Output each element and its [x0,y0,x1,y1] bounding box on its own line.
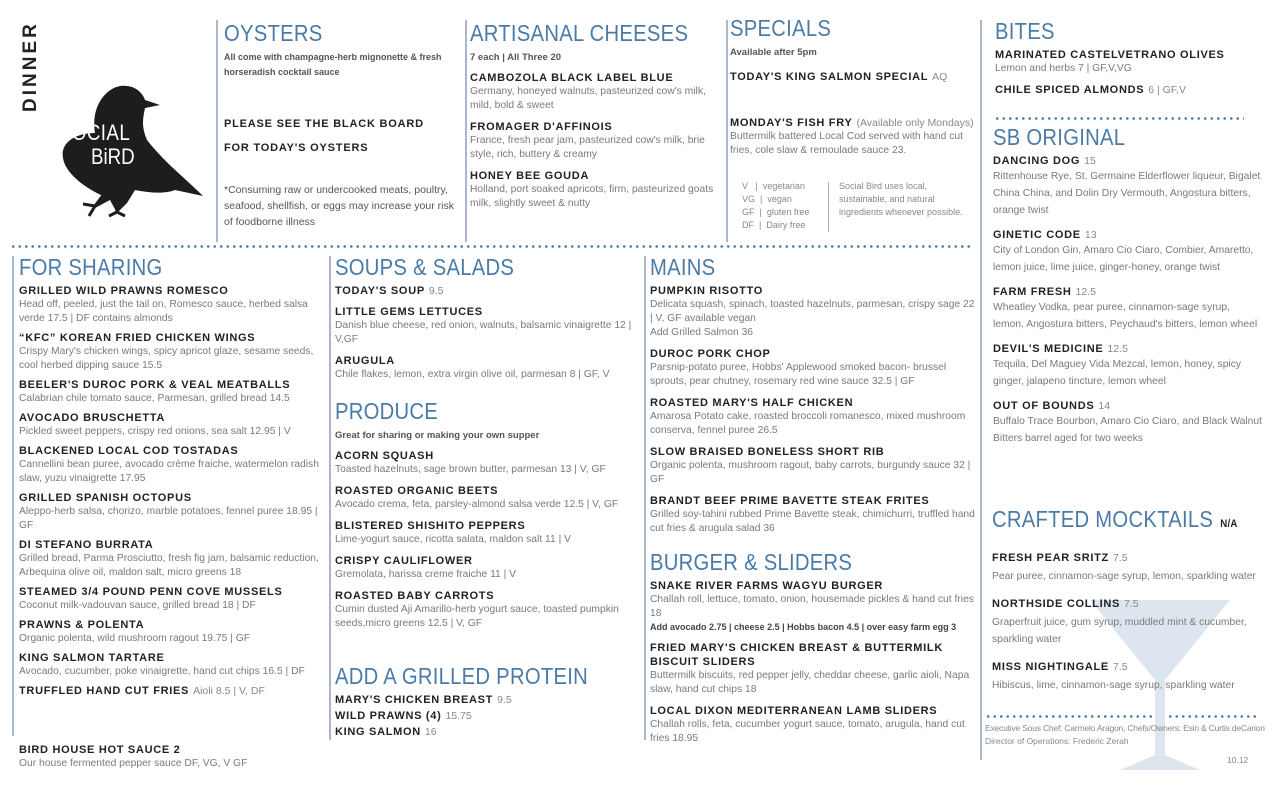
divider [644,256,646,740]
menu-item [335,589,640,631]
item-name-text: MISS NIGHTINGALE [992,661,1109,673]
item-description: Lemon and herbs 7 | GF,V,VG [995,63,1132,74]
item-description: Grilled soy-tahini rubbed Prime Bavette steak, chimichurri, truffled hand cut fries & arugula salad 36 [650,509,975,534]
sourcing-note: Social Bird uses local, sustainable, and natural ingredients whenever possible. [839,181,963,217]
menu-item [19,538,329,580]
dotted-separator [10,245,972,248]
item-name [995,83,1270,97]
specials-section [730,15,975,165]
item-name-text: SNAKE RIVER FARMS WAGYU BURGER [650,580,884,592]
menu-item [650,445,975,487]
item-price: 13 [1084,229,1097,241]
section-title: BITES [995,18,1055,44]
item-name-text: PUMPKIN RISOTTO [650,285,763,297]
section-title: MAINS [650,254,716,280]
menu-item [19,411,329,439]
item-name-text: MONDAY'S FISH FRY [730,117,853,129]
section-title: SPECIALS [730,15,832,41]
menu-item [335,519,640,547]
menu-item [19,651,329,679]
item-description: Challah rolls, feta, cucumber yogurt sauce, tomato, arugula, hand cut fries 18.95 [650,719,965,744]
item-name [19,411,329,425]
item-description: Cannellini bean puree, avocado crème fraiche, watermelon radish slaw, yuzu vinaigrette 17.95 [19,459,319,484]
section-title: SOUPS & SALADS [335,254,515,280]
item-name [19,491,329,505]
mocktails-section [992,506,1262,706]
item-name [470,71,718,85]
item-description: City of London Gin, Amaro Cio Ciaro, Combier, Amaretto, lemon juice, lime juice, ginger-honey, orange twist [993,245,1254,273]
item-name [335,449,640,463]
item-addons: Add avocado 2.75 | cheese 2.5 | Hobbs bacon 4.5 | over easy farm egg 3 [650,622,957,632]
item-name [19,284,329,298]
menu-item [335,725,640,739]
item-name [993,399,1263,413]
item-description: Our house fermented pepper sauce DF, VG, V GF [19,758,248,769]
item-name-text: ARUGULA [335,355,395,367]
item-name [19,331,329,345]
item-name [650,347,975,361]
item-name [470,120,718,134]
item-price: 7.5 [1124,598,1139,610]
item-name [19,651,329,665]
credits-chefs: Executive Sous Chef: Carmelo Aragon, Chefs/Owners: Esin & Curtis deCarion [985,723,1265,733]
divider [329,256,331,740]
item-description: Parsnip-potato puree, Hobbs' Applewood smoked bacon- brussel sprouts, pear chutney, rosemary red wine sauce 32.5 | GF [650,362,947,387]
menu-item [470,120,718,162]
item-description: Grilled bread, Parma Prosciutto, fresh fig jam, balsamic reduction, Arbequina olive oil, maldon salt, micro greens 18 [19,553,319,578]
produce-section [335,398,640,638]
menu-version: 10.12 [1227,755,1249,765]
item-name-text: LOCAL DIXON MEDITERRANEAN LAMB SLIDERS [650,705,938,717]
section-title: ADD A GRILLED PROTEIN [335,663,588,689]
bites-section [995,18,1270,104]
item-name [993,285,1263,299]
item-name [993,342,1263,356]
section-title: FOR SHARING [19,254,163,280]
item-description: Aleppo-herb salsa, chorizo, marble potatoes, fennel puree 18.95 | GF [19,506,318,531]
section-title: OYSTERS [224,20,323,46]
item-name: BIRD HOUSE HOT SAUCE 2 [19,744,181,756]
credits [985,722,1275,765]
item-name-text: TODAY'S KING SALMON SPECIAL [730,71,929,83]
item-description: Calabrian chile tomato sauce, Parmesan, grilled bread 14.5 [19,393,290,404]
item-name-text: DANCING DOG [993,155,1081,167]
item-price: 12.5 [1075,286,1096,298]
item-name [650,445,975,459]
item-description: Organic polenta, mushroom ragout, baby carrots, burgundy sauce 32 | GF [650,460,971,485]
item-addon: Add Grilled Salmon 36 [650,327,754,338]
item-name [335,554,640,568]
item-description: Pear puree, cinnamon-sage syrup, lemon, sparkling water [992,571,1256,582]
item-name [19,444,329,458]
item-description: Hibiscus, lime, cinnamon-sage syrup, sparkling water [992,680,1235,691]
item-name-text: HONEY BEE GOUDA [470,170,590,182]
protein-section [335,663,640,741]
menu-item [995,48,1270,76]
logo-text-bird: BiRD [91,144,135,169]
item-name [335,484,640,498]
item-name [335,284,640,298]
item-name [730,116,975,130]
menu-item [19,284,329,326]
item-name [993,154,1263,168]
item-name-text: TRUFFLED HAND CUT FRIES [19,685,190,697]
menu-item [992,660,1262,694]
item-name-text: “KFC” KOREAN FRIED CHICKEN WINGS [19,332,256,344]
menu-item [19,684,329,698]
divider [12,256,14,736]
item-name-text: DI STEFANO BURRATA [19,539,154,551]
item-description: Chile flakes, lemon, extra virgin olive oil, parmesan 8 | GF, V [335,369,610,380]
item-name [650,641,975,669]
item-price: 15 [1084,155,1096,167]
item-description: Germany, honeyed walnuts, pasteurized cow's milk, mild, bold & sweet [470,86,706,111]
item-name-text: CHILE SPICED ALMONDS [995,84,1145,96]
logo-text-social: SOCIAL [59,120,131,145]
menu-item [470,71,718,113]
item-name [19,684,329,698]
section-title-text: CRAFTED MOCKTAILS [992,506,1214,532]
item-price: 9.5 [497,694,512,706]
menu-item [992,597,1262,648]
menu-item [19,491,329,533]
item-name-text: GINETIC CODE [993,229,1081,241]
item-name [992,660,1262,674]
item-name-text: ROASTED BABY CARROTS [335,590,495,602]
item-name [992,597,1262,611]
section-subtitle: 7 each | All Three 20 [470,52,562,63]
legend-entry: GF | gluten free [742,207,810,217]
item-name [19,618,329,632]
item-name-text: BLACKENED LOCAL COD TOSTADAS [19,445,239,457]
menu-item [470,169,718,211]
item-name-text: KING SALMON TARTARE [19,652,165,664]
legend-entry: V | vegetarian [742,181,805,191]
item-name [335,589,640,603]
item-price: 7.5 [1112,552,1128,564]
item-description: Graperfruit juice, gum syrup, muddled mint & cucumber, sparkling water [992,617,1247,645]
diet-legend [742,180,972,232]
item-description: Pickled sweet peppers, crispy red onions, sea salt 12.95 | V [19,426,291,437]
item-description: Wheatley Vodka, pear puree, cinnamon-sage syrup, lemon, Angostura bitters, Peychaud's bitters, lemon wheel [993,302,1258,330]
item-name-text: MARY'S CHICKEN BREAST [335,694,494,706]
item-description: Buffalo Trace Bourbon, Amaro Cio Ciaro, and Black Walnut Bitters barrel aged for two weeks [993,416,1263,444]
item-description: Holland, port soaked apricots, firm, pasteurized goats milk, slightly sweet & nutty [470,184,714,209]
item-description: Challah roll, lettuce, tomato, onion, housemade pickles & hand cut fries 18 [650,594,974,619]
menu-item [730,70,975,84]
item-description: Tequila, Del Maguey Vida Mezcal, lemon, honey, spicy ginger, jalapeno tincture, lemon wheel [993,359,1242,387]
item-name [19,585,329,599]
item-name [993,228,1263,242]
menu-item [335,354,640,382]
item-name [730,70,975,84]
item-price: 9.5 [428,285,444,297]
item-description: Head off, peeled, just the tail on, Romesco sauce, herbed salsa verde 17.5 | DF contains almonds [19,299,308,324]
divider [216,20,218,242]
item-name-text: FARM FRESH [993,286,1072,298]
item-name [650,704,975,718]
item-description: Coconut milk-vadouvan sauce, grilled bread 18 | DF [19,600,256,611]
item-name-text: KING SALMON [335,726,421,738]
menu-item [19,444,329,486]
item-description: Avocado crema, feta, parsley-almond salsa verde 12.5 | V, GF [335,499,619,510]
menu-item [335,449,640,477]
item-name [650,284,975,298]
item-name-text: GRILLED WILD PRAWNS ROMESCO [19,285,229,297]
item-name-text: TODAY'S SOUP [335,285,425,297]
item-name-text: BRANDT BEEF PRIME BAVETTE STEAK FRITES [650,495,930,507]
item-name [470,169,718,183]
item-name [335,709,640,723]
item-description: Cumin dusted Aji Amarillo-herb yogurt sauce, toasted pumpkin seeds,micro greens 12.5 | V, GF [335,604,619,629]
item-name-text: OUT OF BOUNDS [993,400,1095,412]
item-name-text: ROASTED MARY'S HALF CHICKEN [650,397,854,409]
item-description: France, fresh pear jam, pasteurized cow's milk, brie style, rich, buttery & creamy [470,135,705,160]
menu-title: DINNER [20,21,41,112]
item-description: Buttermilk battered Local Cod served with hand cut fries, cole slaw & remoulade sauce 23. [730,131,963,156]
item-name [335,693,640,707]
item-name-text: FROMAGER D'AFFINOIS [470,121,613,133]
item-name [650,494,975,508]
item-price: 15.75 [445,710,472,722]
menu-item [19,331,329,373]
item-name-text: LITTLE GEMS LETTUCES [335,306,483,318]
menu-item [335,305,640,347]
health-warning: *Consuming raw or undercooked meats, poultry, seafood, shellfish, or eggs may increase your risk of foodborne illness [224,184,454,228]
item-price: 7.5 [1112,661,1128,673]
section-title: ARTISANAL CHEESES [470,20,689,46]
item-price: 12.5 [1107,343,1128,355]
cheeses-section [470,20,718,218]
item-description: Buttermilk biscuits, red pepper jelly, cheddar cheese, garlic aioli, Napa slaw, hand cut chips 18 [650,670,970,695]
item-price: 14 [1098,400,1111,412]
item-name-text: PRAWNS & POLENTA [19,619,145,631]
section-title: SB ORIGINAL [993,124,1126,150]
menu-item [335,709,640,723]
section-title: PRODUCE [335,398,439,424]
item-name [335,354,640,368]
menu-item [993,285,1263,333]
item-name [335,519,640,533]
item-price: 16 [424,726,437,738]
section-tag: N/A [1220,518,1238,530]
section-subtitle: Great for sharing or making your own supper [335,430,540,441]
sharing-section [19,254,329,703]
menu-item [19,378,329,406]
item-name-text: DEVIL'S MEDICINE [993,343,1104,355]
item-name-text: CAMBOZOLA BLACK LABEL BLUE [470,72,674,84]
item-name [19,378,329,392]
item-name-text: MARINATED CASTELVETRANO OLIVES [995,49,1225,61]
item-name [995,48,1270,62]
oyster-notice: FOR TODAY'S OYSTERS [224,142,369,154]
sb-original-section [993,124,1263,456]
soups-salads-section [335,254,640,389]
oyster-notice: PLEASE SEE THE BLACK BOARD [224,118,424,130]
menu-item [335,484,640,512]
item-name-text: SLOW BRAISED BONELESS SHORT RIB [650,446,885,458]
item-name-text: GRILLED SPANISH OCTOPUS [19,492,192,504]
item-name-text: ACORN SQUASH [335,450,434,462]
section-subtitle: All come with champagne-herb mignonette & fresh horseradish cocktail sauce [224,52,442,77]
menu-item [992,551,1262,585]
item-description: Avocado, cucumber, poke vinaigrette, hand cut chips 16.5 | DF [19,666,305,677]
mains-section [650,254,975,543]
menu-item [650,494,975,536]
menu-item [335,284,640,298]
item-description: Danish blue cheese, red onion, walnuts, balsamic vinaigrette 12 | V,GF [335,320,632,345]
item-description: Amarosa Potato cake, roasted broccoli romanesco, mixed mushroom conserva, fennel puree 26.5 [650,411,966,436]
menu-item [335,693,640,707]
hot-sauce-item [19,743,319,771]
dotted-separator [994,117,1244,120]
item-name [335,305,640,319]
item-name-text: FRESH PEAR SRITZ [992,552,1109,564]
menu-item [730,116,975,158]
item-name [19,538,329,552]
item-name [335,725,640,739]
menu-item [993,228,1263,276]
menu-item [993,342,1263,390]
item-name-text: NORTHSIDE COLLINS [992,598,1121,610]
divider [465,20,467,242]
item-price: Aioli 8.5 | V, DF [193,685,265,697]
section-title: BURGER & SLIDERS [650,549,853,575]
item-name-text: BLISTERED SHISHITO PEPPERS [335,520,526,532]
item-name [992,551,1262,565]
oysters-section [224,20,460,230]
menu-item [650,579,975,634]
section-subtitle: Available after 5pm [730,47,817,58]
item-name-text: ROASTED ORGANIC BEETS [335,485,499,497]
menu-item [650,641,975,697]
item-description: Toasted hazelnuts, sage brown butter, parmesan 13 | V, GF [335,464,606,475]
section-title [992,506,1238,537]
credits-director: Director of Operations: Frederic Zerah [985,736,1129,746]
menu-item [650,347,975,389]
item-description: Crispy Mary's chicken wings, spicy apricot glaze, sesame seeds, cool herbed dipping sauce 15.5 [19,346,314,371]
item-description: Rittenhouse Rye, St. Germaine Elderflower liqueur, Bigalet China China, and Dolin Dry Vermouth, Angostura bitters, orange twist [993,171,1261,216]
menu-item [650,396,975,438]
legend-entry: VG | vegan [742,194,792,204]
item-price: (Available only Mondays) [856,117,974,129]
item-name [650,396,975,410]
menu-item [19,618,329,646]
menu-item [993,154,1263,219]
item-name-text: AVOCADO BRUSCHETTA [19,412,166,424]
item-price: 6 | GF,V [1148,84,1187,96]
menu-item [650,704,975,746]
item-description: Organic polenta, wild mushroom ragout 19.75 | GF [19,633,251,644]
item-description: Lime-yogurt sauce, ricotta salata, maldon salt 11 | V [335,534,571,545]
item-name-text: BEELER'S DUROC PORK & VEAL MEATBALLS [19,379,291,391]
item-name-text: DUROC PORK CHOP [650,348,771,360]
divider [726,20,728,242]
item-description: Gremolata, harissa creme fraiche 11 | V [335,569,517,580]
menu-item [19,585,329,613]
legend-list [742,180,818,232]
social-bird-logo [55,78,205,218]
item-name-text: CRISPY CAULIFLOWER [335,555,473,567]
divider [980,20,982,760]
item-price: AQ [932,71,948,83]
item-name [650,579,975,593]
legend-entry: DF | Dairy free [742,220,806,230]
item-name-text: FRIED MARY'S CHICKEN BREAST & BUTTERMILK BISCUIT SLIDERS [650,642,943,668]
menu-item [335,554,640,582]
item-name-text: WILD PRAWNS (4) [335,710,442,722]
item-name-text: STEAMED 3/4 POUND PENN COVE MUSSELS [19,586,283,598]
burgers-sliders-section [650,549,975,753]
item-description: Delicata squash, spinach, toasted hazelnuts, parmesan, crispy sage 22 | V, GF available vegan [650,299,975,324]
menu-item [995,83,1270,97]
menu-item [650,284,975,340]
menu-item [993,399,1263,447]
